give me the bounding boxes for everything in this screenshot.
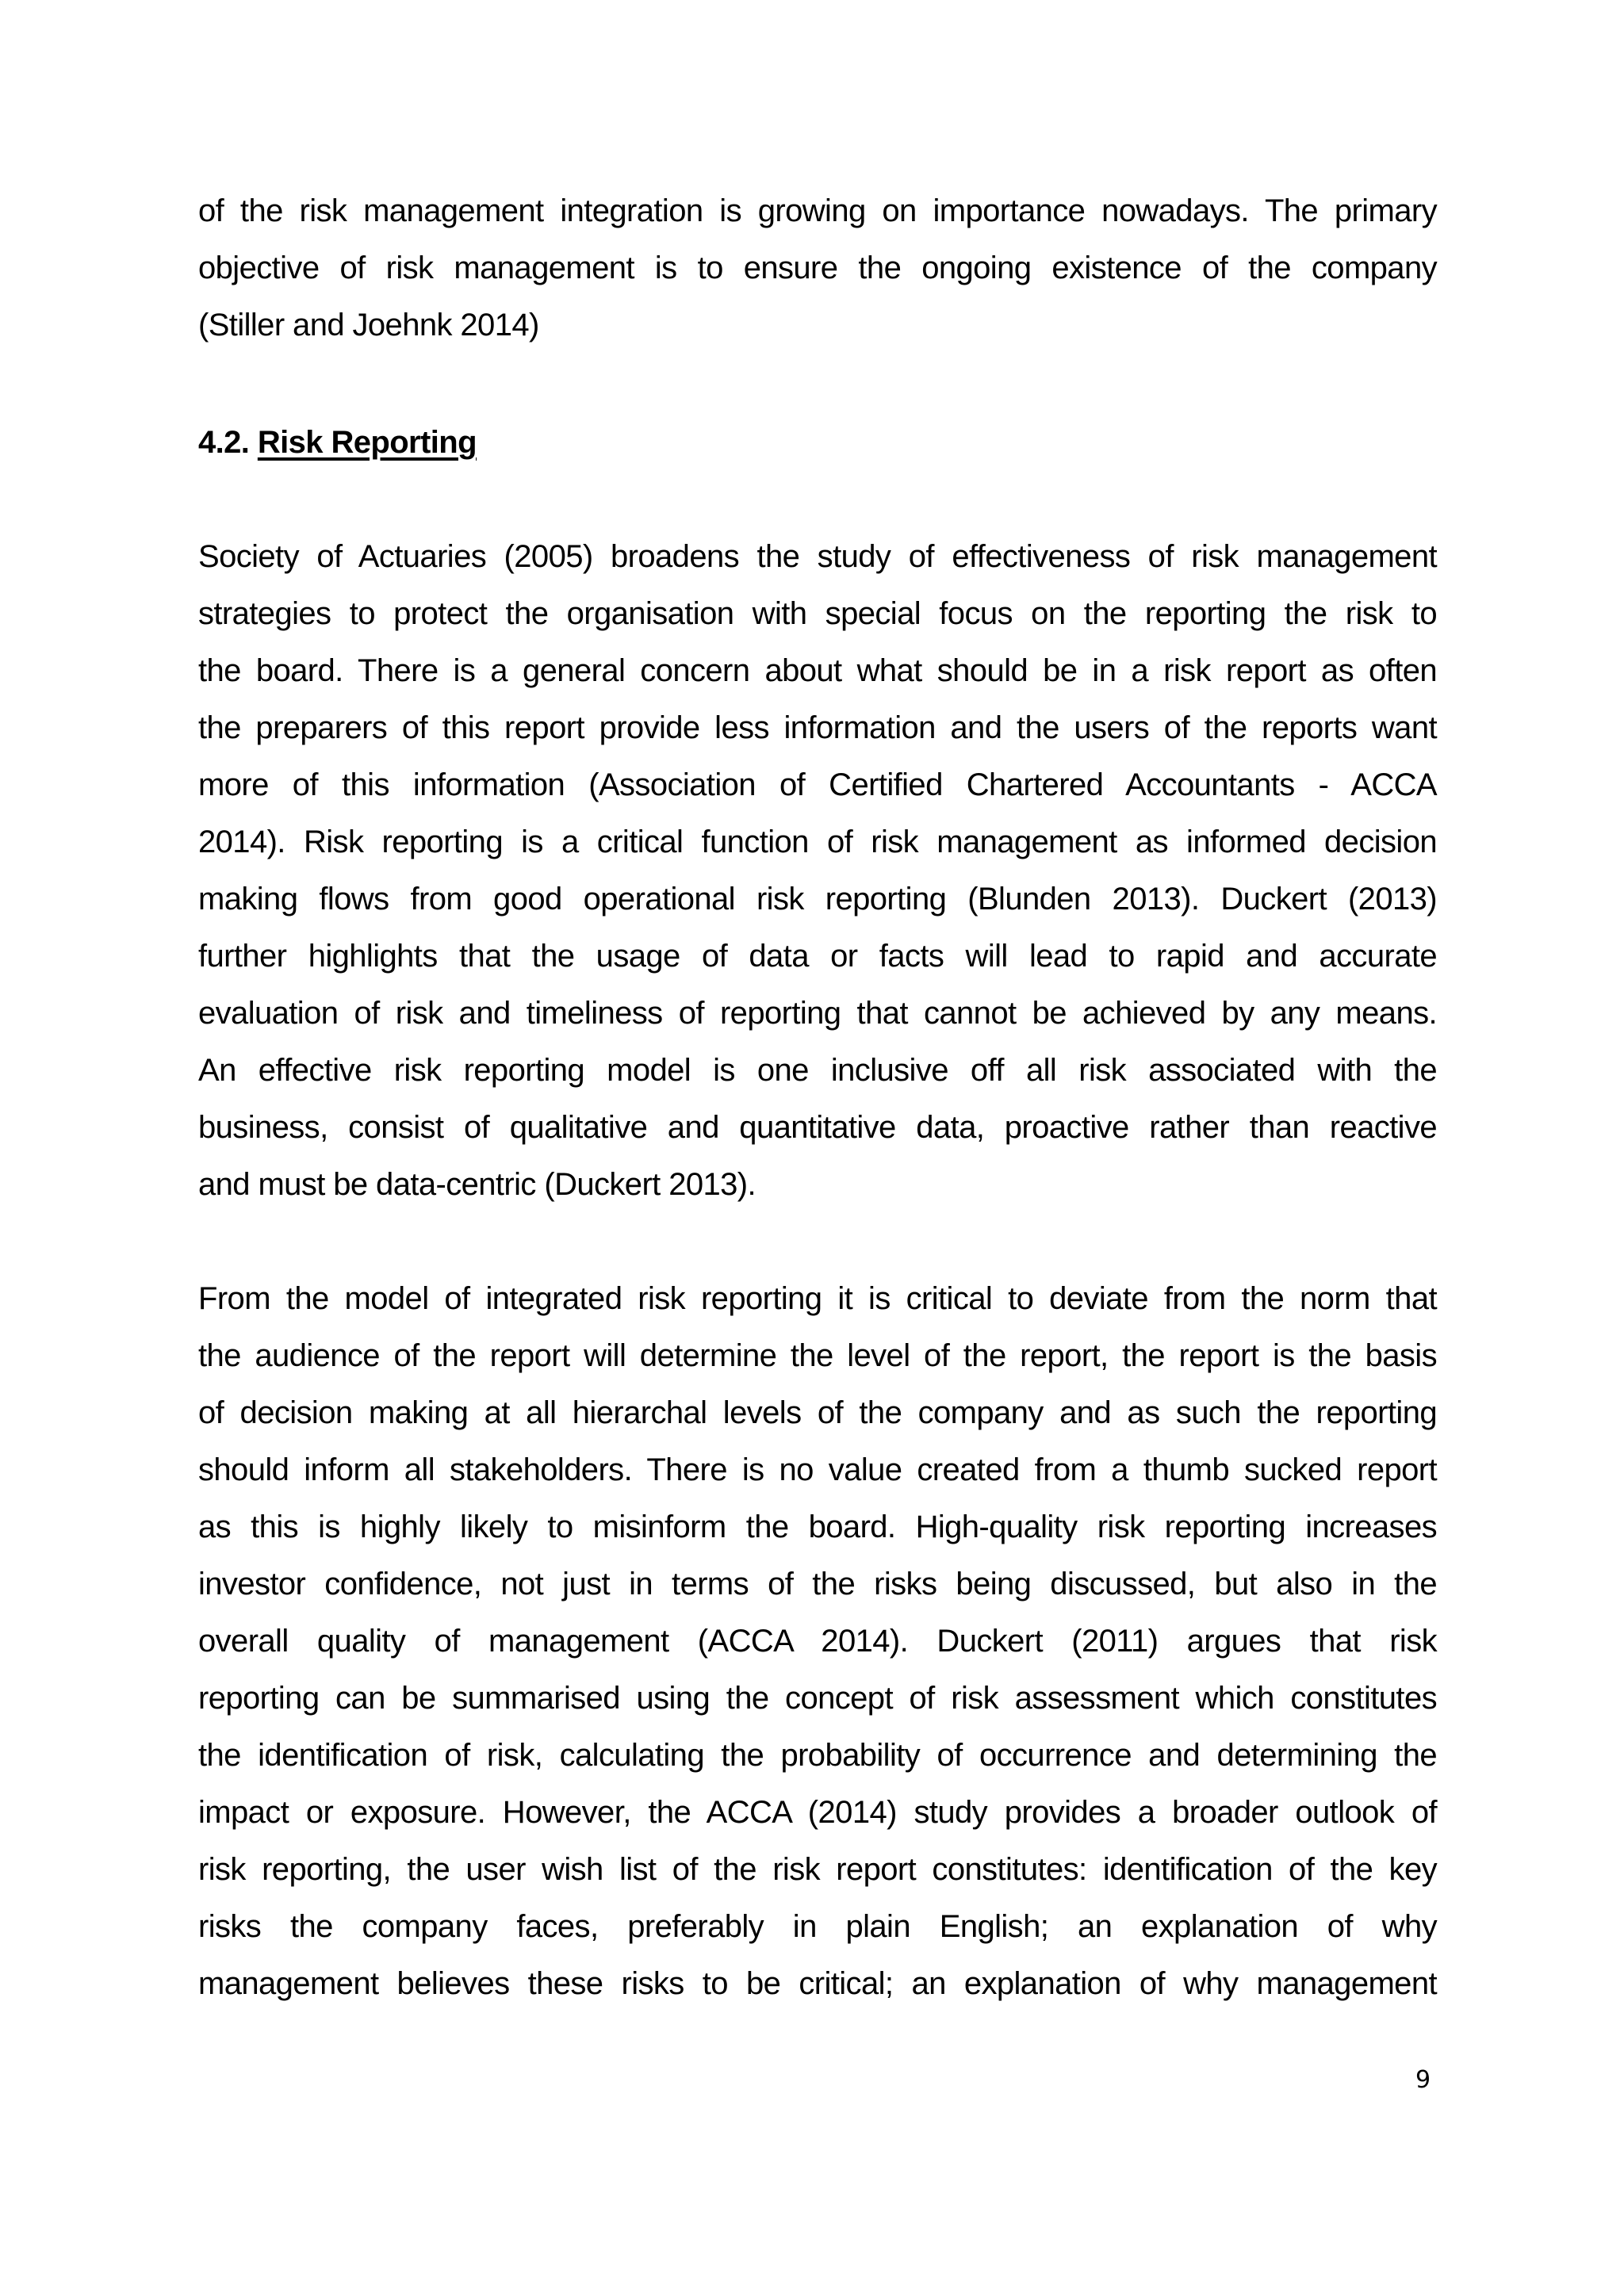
text-line: impact or exposure. However, the ACCA (2014) study provides a broader outlook of	[198, 1795, 1437, 1830]
text-line: strategies to protect the organisation with special focus on the reporting the risk to	[198, 596, 1437, 631]
text-line: From the model of integrated risk reporting it is critical to deviate from the norm that	[198, 1281, 1437, 1316]
text-line: risk reporting, the user wish list of the risk report constitutes: identification of the key	[198, 1852, 1437, 1887]
text-line: the audience of the report will determine the level of the report, the report is the basis	[198, 1338, 1437, 1373]
text-line: (Stiller and Joehnk 2014)	[198, 308, 539, 342]
text-line: business, consist of qualitative and quantitative data, proactive rather than reactive	[198, 1110, 1437, 1145]
text-line: of decision making at all hierarchal levels of the company and as such the reporting	[198, 1395, 1437, 1430]
text-line: should inform all stakeholders. There is no value created from a thumb sucked report	[198, 1452, 1437, 1487]
paragraph-risk-reporting-1	[198, 528, 1437, 1213]
text-line: as this is highly likely to misinform the board. High-quality risk reporting increases	[198, 1510, 1437, 1544]
text-line: and must be data-centric (Duckert 2013).	[198, 1167, 756, 1202]
section-number: 4.2.	[198, 425, 250, 460]
intro-paragraph	[198, 182, 1437, 354]
text-line: the board. There is a general concern about what should be in a risk report as often	[198, 653, 1437, 688]
text-line: more of this information (Association of Certified Chartered Accountants - ACCA	[198, 767, 1437, 802]
paragraph-risk-reporting-2	[198, 1270, 1437, 2012]
text-line: risks the company faces, preferably in plain English; an explanation of why	[198, 1909, 1437, 1944]
text-line: reporting can be summarised using the concept of risk assessment which constitutes	[198, 1681, 1437, 1716]
text-line: making flows from good operational risk reporting (Blunden 2013). Duckert (2013)	[198, 882, 1437, 916]
text-line: of the risk management integration is growing on importance nowadays. The primary	[198, 193, 1437, 228]
text-line: the preparers of this report provide less information and the users of the reports want	[198, 710, 1437, 745]
section-title: Risk Reporting	[257, 425, 477, 460]
page-number: 9	[1415, 2066, 1431, 2094]
section-heading	[198, 414, 477, 471]
text-line: An effective risk reporting model is one inclusive off all risk associated with the	[198, 1053, 1437, 1088]
text-line: management believes these risks to be critical; an explanation of why management	[198, 1966, 1437, 2001]
text-line: evaluation of risk and timeliness of reporting that cannot be achieved by any means.	[198, 996, 1437, 1031]
text-line: objective of risk management is to ensure the ongoing existence of the company	[198, 251, 1437, 285]
text-line: investor confidence, not just in terms of the risks being discussed, but also in the	[198, 1567, 1437, 1601]
text-line: further highlights that the usage of data or facts will lead to rapid and accurate	[198, 939, 1437, 974]
text-line: Society of Actuaries (2005) broadens the study of effectiveness of risk management	[198, 539, 1437, 574]
text-line: overall quality of management (ACCA 2014). Duckert (2011) argues that risk	[198, 1624, 1437, 1659]
text-line: the identification of risk, calculating the probability of occurrence and determining the	[198, 1738, 1437, 1773]
text-line: 2014). Risk reporting is a critical function of risk management as informed decision	[198, 825, 1437, 859]
